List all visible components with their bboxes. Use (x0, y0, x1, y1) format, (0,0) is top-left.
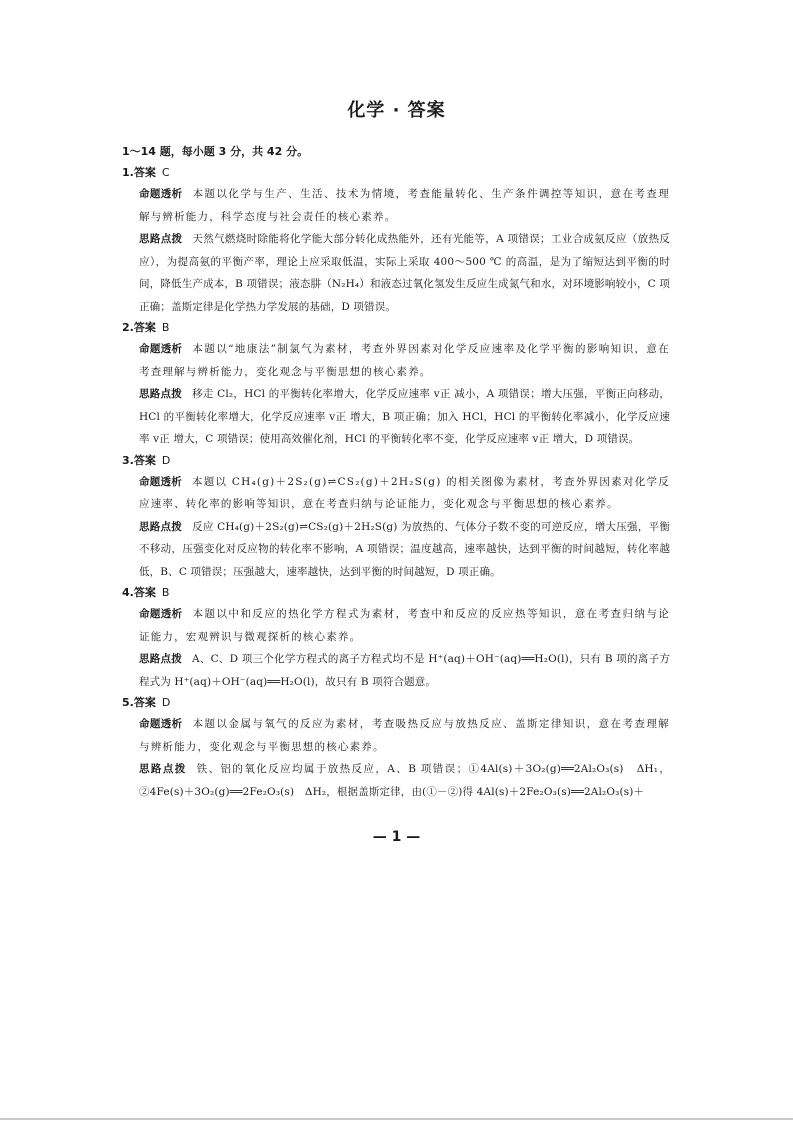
hint-text: 移走 Cl₂，HCl 的平衡转化率增大，化学反应速率 v正 减小，A 项错误；增大压强，平衡正向移动，HCl 的平衡转化率增大，化学反应速率 v正 增大，B 项正确；加入 HCl，HCl 的平衡转化率减小，化学反应速率 v正 增大，C 项错误；使用高效催化剂，HCl 的平衡转化率不变，化学反应速率 v正 增大，D 项错误。 (139, 388, 670, 445)
answer-label: 答案 (133, 166, 156, 179)
analysis-label: 命题透析 (139, 343, 183, 355)
answer-label: 答案 (133, 321, 156, 334)
answer-letter: D (161, 453, 171, 467)
answer-line (122, 318, 670, 338)
analysis-label: 命题透析 (139, 475, 182, 488)
question-2 (122, 318, 670, 451)
hint-label: 思路点拨 (139, 388, 183, 400)
analysis-text: 本题以金属与氧气的反应为素材，考查吸热反应与放热反应、盖斯定律知识，意在考查理解与辨析能力，变化观念与平衡思想的核心素养。 (139, 718, 671, 753)
answer-label: 答案 (133, 453, 156, 467)
analysis-paragraph (139, 183, 670, 228)
answer-letter: C (161, 166, 170, 179)
page-bottom-edge (0, 1118, 793, 1120)
answer-line (122, 163, 670, 183)
answer-line (122, 693, 670, 713)
analysis-text: 本题以 CH₄(g)＋2S₂(g)⇌CS₂(g)＋2H₂S(g) 的相关图像为素材，考查外界因素对化学反应速率、转化率的影响等知识，意在考查归纳与论证能力，变化观念与平衡思想的核心素养。 (139, 475, 670, 510)
hint-text: 天然气燃烧时除能将化学能大部分转化成热能外，还有光能等，A 项错误；工业合成氨反应（放热反应），为提高氨的平衡产率，理论上应采取低温，实际上采取 400～500 ℃ 的高温，是为了缩短达到平衡的时间，降低生产成本，B 项错误；液态肼（N₂H₄）和液态过氧化氢发生反应生成氮气和水，对环境影响较小，C 项正确；盖斯定律是化学热力学发展的基础，D 项错误。 (139, 233, 670, 313)
analysis-text: 本题以化学与生产、生活、技术为情境，考查能量转化、生产条件调控等知识，意在考查理解与辨析能力，科学态度与社会责任的核心素养。 (139, 188, 671, 223)
question-number: 1. (122, 166, 134, 179)
hint-paragraph (139, 758, 670, 803)
hint-paragraph (139, 648, 670, 693)
question-number: 4. (122, 586, 134, 599)
question-number: 2. (122, 321, 134, 334)
hint-text: A、C、D 项三个化学方程式的离子方程式均不是 H⁺(aq)＋OH⁻(aq)══H₂O(l)，只有 B 项的离子方程式为 H⁺(aq)＋OH⁻(aq)══H₂O(l)，故只有 B 项符合题意。 (139, 653, 670, 688)
analysis-paragraph (139, 471, 670, 516)
hint-text: 铁、铝的氧化反应均属于放热反应，A、B 项错误；①4Al(s)＋3O₂(g)══2Al₂O₃(s) ΔH₁，②4Fe(s)＋3O₂(g)══2Fe₂O₃(s) ΔH₂，根据盖斯定律，由(①－②)得 4Al(s)＋2Fe₂O₃(s)══2Al₂O₃(s)＋ (139, 763, 671, 798)
analysis-label: 命题透析 (139, 188, 183, 200)
question-5 (122, 693, 670, 803)
hint-text: 反应 CH₄(g)＋2S₂(g)⇌CS₂(g)＋2H₂S(g) 为放热的、气体分子数不变的可逆反应，增大压强，平衡不移动，压强变化对反应物的转化率不影响，A 项错误；温度越高，速率越快，达到平衡的时间越短，转化率越低，B、C 项错误；压强越大，速率越快，达到平衡的时间越短，D 项正确。 (139, 520, 670, 578)
analysis-paragraph (139, 603, 670, 648)
analysis-text: 本题以“地康法”制氯气为素材，考查外界因素对化学反应速率及化学平衡的影响知识，意在考查理解与辨析能力，变化观念与平衡思想的核心素养。 (139, 343, 670, 378)
analysis-label: 命题透析 (139, 608, 183, 620)
hint-label: 思路点拨 (139, 763, 187, 775)
answer-letter: B (161, 321, 170, 334)
question-4 (122, 583, 670, 693)
answer-letter: D (161, 696, 171, 709)
analysis-label: 命题透析 (139, 718, 183, 730)
answer-letter: B (161, 586, 170, 599)
analysis-paragraph (139, 713, 670, 758)
section-intro: 1～14 题，每小题 3 分，共 42 分。 (122, 145, 309, 158)
hint-label: 思路点拨 (139, 520, 183, 533)
analysis-paragraph (139, 338, 670, 383)
question-number: 5. (122, 696, 134, 709)
hint-label: 思路点拨 (139, 233, 183, 245)
answer-line (122, 583, 670, 603)
analysis-text: 本题以中和反应的热化学方程式为素材，考查中和反应的反应热等知识，意在考查归纳与论证能力，宏观辨识与微观探析的核心素养。 (139, 608, 671, 643)
page-number: — 1 — (372, 829, 421, 845)
answer-label: 答案 (133, 696, 156, 709)
hint-paragraph (139, 228, 670, 318)
hint-label: 思路点拨 (139, 653, 183, 665)
question-1 (122, 163, 670, 318)
hint-paragraph (139, 383, 670, 451)
answer-list (122, 163, 670, 803)
answer-line (122, 451, 670, 471)
page-title: 化学 · 答案 (347, 100, 446, 121)
question-3 (122, 451, 670, 584)
hint-paragraph (139, 516, 670, 584)
answer-label: 答案 (133, 586, 156, 599)
question-number: 3. (122, 453, 134, 467)
